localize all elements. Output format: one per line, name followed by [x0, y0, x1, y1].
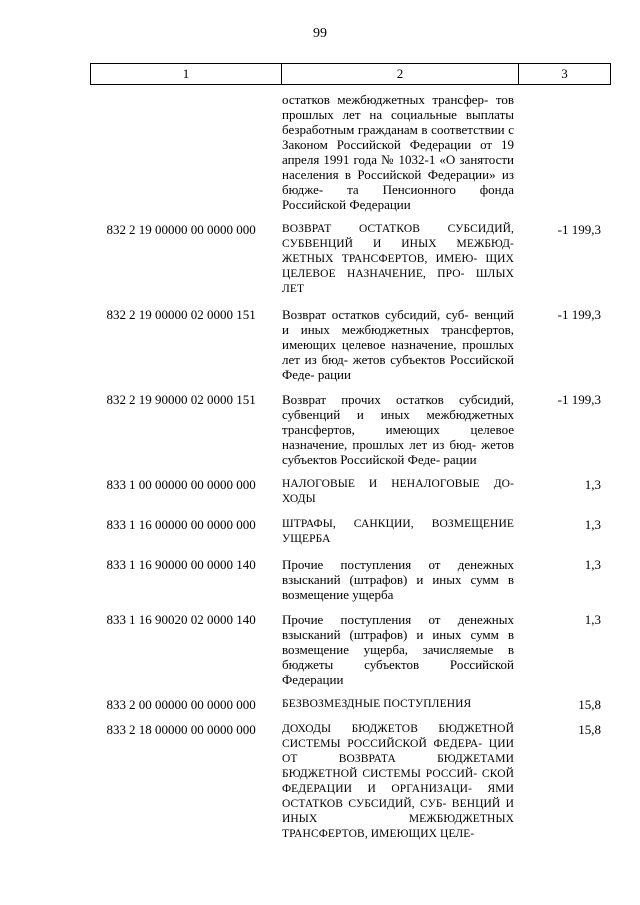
item-name: Возврат остатков субсидий, суб- венций и иных межбюджетных трансфертов, имеющих целевое назначение, прошлых лет из бюд- жетов субъектов Российской Феде- рации	[282, 307, 514, 382]
item-name: ШТРАФЫ, САНКЦИИ, ВОЗМЕЩЕНИЕ УЩЕРБА	[282, 518, 514, 545]
amount: 1,3	[584, 517, 601, 532]
budget-code: 2 18 00000 00 0000 000	[129, 722, 256, 737]
admin-code: 833	[106, 557, 126, 572]
column-header-2: 2	[282, 64, 519, 85]
budget-code: 1 16 00000 00 0000 000	[129, 517, 256, 532]
amount: 1,3	[584, 477, 601, 492]
item-name: Прочие поступления от денежных взысканий (штрафов) и иных сумм в возмещение ущерба	[282, 557, 514, 602]
budget-code: 2 19 00000 00 0000 000	[129, 222, 256, 237]
budget-code: 2 19 00000 02 0000 151	[129, 307, 256, 322]
amount: -1 199,3	[557, 222, 601, 237]
admin-code: 833	[106, 697, 126, 712]
item-name: Возврат прочих остатков субсидий, субвенций и иных межбюджетных трансфертов, имеющих целевое назначение, прошлых лет из бюд- жетов субъектов Российской Феде- рации	[282, 392, 514, 467]
table-row	[0, 517, 640, 547]
table-row	[0, 477, 640, 507]
budget-code: 1 16 90000 00 0000 140	[129, 557, 256, 572]
admin-code: 832	[106, 392, 126, 407]
page-number: 99	[313, 26, 327, 41]
column-header-1: 1	[91, 64, 282, 85]
table-row	[0, 612, 640, 687]
item-name: Прочие поступления от денежных взысканий (штрафов) и иных сумм в возмещение ущерба, зачисляемые в бюджеты субъектов Российской Федерации	[282, 612, 514, 687]
table-row	[0, 557, 640, 602]
amount: 15,8	[578, 722, 601, 737]
column-header-3: 3	[519, 64, 611, 85]
item-name: остатков межбюджетных трансфер- тов прошлых лет на социальные выплаты безработным гражданам в соответствии с Законом Российской Федерации от 19 апреля 1991 года № 1032-1 «О занятости населения в Российской Федерации» из бюдже- та Пенсионного фонда Российской Федерации	[282, 92, 514, 212]
amount: -1 199,3	[557, 307, 601, 322]
item-name: НАЛОГОВЫЕ И НЕНАЛОГОВЫЕ ДО- ХОДЫ	[282, 478, 514, 505]
table-row	[0, 222, 640, 297]
table-row	[0, 392, 640, 467]
amount: 1,3	[584, 612, 601, 627]
budget-code: 2 00 00000 00 0000 000	[129, 697, 256, 712]
admin-code: 832	[106, 307, 126, 322]
table-body	[0, 92, 640, 852]
item-name: ВОЗВРАТ ОСТАТКОВ СУБСИДИЙ, СУБВЕНЦИЙ И ИНЫХ МЕЖБЮД- ЖЕТНЫХ ТРАНСФЕРТОВ, ИМЕЮ- ЩИХ ЦЕЛЕВОЕ НАЗНАЧЕНИЕ, ПРО- ШЛЫХ ЛЕТ	[282, 223, 514, 295]
admin-code: 832	[106, 222, 126, 237]
budget-code: 1 16 90020 02 0000 140	[129, 612, 256, 627]
item-name: БЕЗВОЗМЕЗДНЫЕ ПОСТУПЛЕНИЯ	[282, 698, 472, 710]
amount: 15,8	[578, 697, 601, 712]
admin-code: 833	[106, 517, 126, 532]
item-name: ДОХОДЫ БЮДЖЕТОВ БЮДЖЕТНОЙ СИСТЕМЫ РОССИЙСКОЙ ФЕДЕРА- ЦИИ ОТ ВОЗВРАТА БЮДЖЕТАМИ БЮДЖЕТНОЙ СИСТЕМЫ РОССИЙ- СКОЙ ФЕДЕРАЦИИ И ОРГАНИЗАЦИ- ЯМИ ОСТАТКОВ СУБСИДИЙ, СУБ- ВЕНЦИЙ И ИНЫХ МЕЖБЮДЖЕТНЫХ ТРАНСФЕРТОВ, ИМЕЮЩИХ ЦЕЛЕ-	[282, 723, 514, 840]
amount: -1 199,3	[557, 392, 601, 407]
budget-code: 1 00 00000 00 0000 000	[129, 477, 256, 492]
table-header	[90, 63, 611, 85]
admin-code: 833	[106, 722, 126, 737]
table-row	[0, 697, 640, 712]
budget-code: 2 19 90000 02 0000 151	[129, 392, 256, 407]
amount: 1,3	[584, 557, 601, 572]
admin-code: 833	[106, 612, 126, 627]
table-row	[0, 722, 640, 842]
admin-code: 833	[106, 477, 126, 492]
table-row	[0, 307, 640, 382]
table-row	[0, 92, 640, 212]
